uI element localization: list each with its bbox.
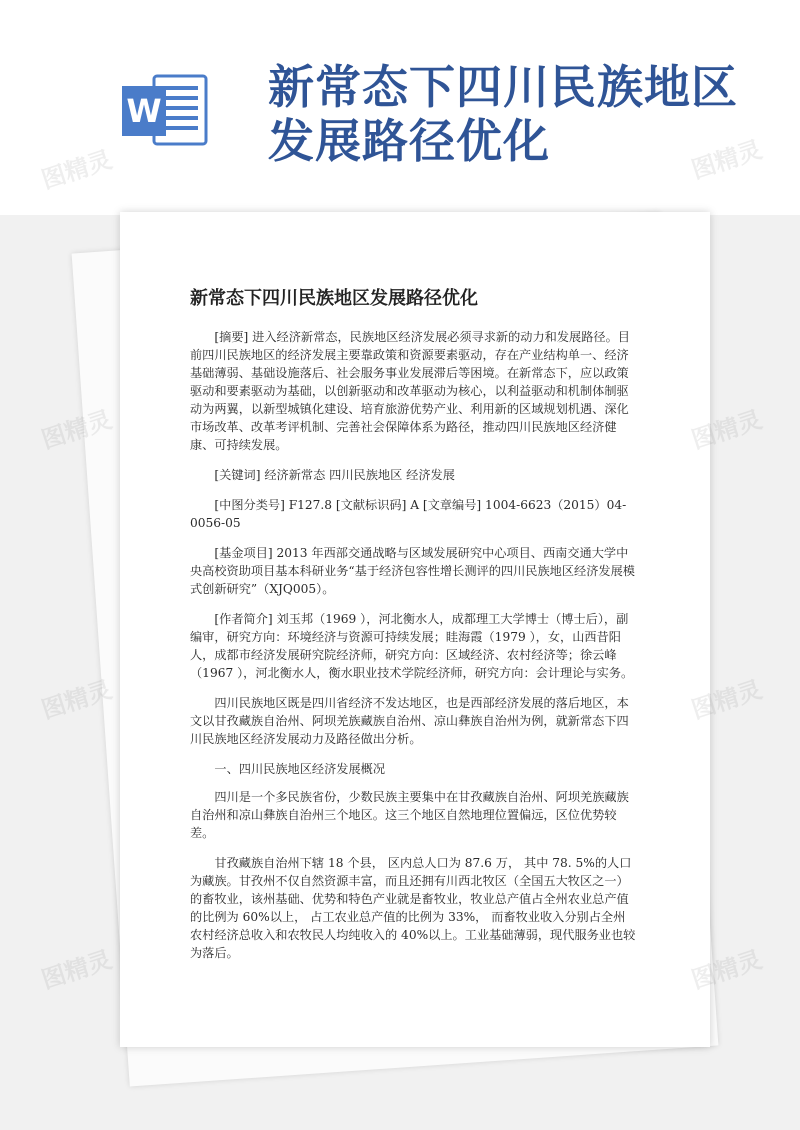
abstract-paragraph: [摘要] 进入经济新常态，民族地区经济发展必须寻求新的动力和发展路径。目前四川民族地区的经济发展主要靠政策和资源要素驱动，存在产业结构单一、经济基础薄弱、基础设施落后、社会服务事业发展滞后等困境。在新常态下，应以政策驱动和要素驱动为基础，以创新驱动和改革驱动为核心，以利益驱动和机制体制驱动为两翼，以新型城镇化建设、培育旅游优势产业、利用新的区域规划机遇、深化市场改革、改革考评机制、完善社会保障体系为路径，推动四川民族地区经济健康、可持续发展。 [190, 330, 630, 452]
document-page [120, 212, 710, 1047]
page-title [268, 60, 768, 168]
watermark: 图精灵 [688, 675, 766, 725]
classification-paragraph: [中图分类号] F127.8 [文献标识码] A [文章编号] 1004-6623（2015）04-0056-05 [190, 498, 627, 530]
keywords-paragraph: [关键词] 经济新常态 四川民族地区 经济发展 [214, 468, 455, 482]
watermark: 图精灵 [688, 945, 766, 995]
page-title-line1: 新常态下四川民族地区 [268, 60, 738, 114]
watermark: 图精灵 [38, 405, 116, 455]
body-paragraph: 四川是一个多民族省份，少数民族主要集中在甘孜藏族自治州、阿坝羌族藏族自治州和凉山彝族自治州三个地区。这三个地区自然地理位置偏远，区位优势较差。 [190, 790, 629, 840]
funding-paragraph: [基金项目] 2013 年西部交通战略与区域发展研究中心项目、西南交通大学中央高校资助项目基本科研业务“基于经济包容性增长测评的四川民族地区经济发展模式创新研究”（XJQ005）。 [190, 546, 635, 596]
page-title-line2: 发展路径优化 [268, 114, 550, 168]
section-heading: 一、四川民族地区经济发展概况 [214, 762, 386, 776]
watermark: 图精灵 [38, 945, 116, 995]
intro-paragraph: 四川民族地区既是四川省经济不发达地区，也是西部经济发展的落后地区，本文以甘孜藏族自治州、阿坝羌族藏族自治州、凉山彝族自治州为例，就新常态下四川民族地区经济发展动力及路径做出分析。 [190, 696, 629, 746]
word-doc-icon [120, 72, 210, 148]
document-title: 新常态下四川民族地区发展路径优化 [190, 288, 478, 309]
word-icon-letter: W [126, 92, 162, 130]
watermark: 图精灵 [688, 405, 766, 455]
author-paragraph: [作者简介] 刘玉邦（1969 ），河北衡水人，成都理工大学博士（博士后），副编审，研究方向：环境经济与资源可持续发展；眭海霞（1979 ），女，山西昔阳人，成都市经济发展研究院经济师，研究方向：区域经济、农村经济等；徐云峰（1967 ），河北衡水人，衡水职业技术学院经济师，研究方向：会计理论与实务。 [190, 612, 634, 680]
body-paragraph: 甘孜藏族自治州下辖 18 个县， 区内总人口为 87.6 万， 其中 78. 5%的人口为藏族。甘孜州不仅自然资源丰富，而且还拥有川西北牧区（全国五大牧区之一）的畜牧业，该州基础、优势和特色产业就是畜牧业，牧业总产值占全州农业总产值的比例为 60%以上， 占工农业总产值的比例为 33%， 而畜牧业收入分别占全州农村经济总收入和农牧民人均纯收入的 40%以上。工业基础薄弱，现代服务业也较为落后。 [190, 856, 636, 960]
watermark: 图精灵 [38, 675, 116, 725]
document-body [190, 328, 636, 974]
